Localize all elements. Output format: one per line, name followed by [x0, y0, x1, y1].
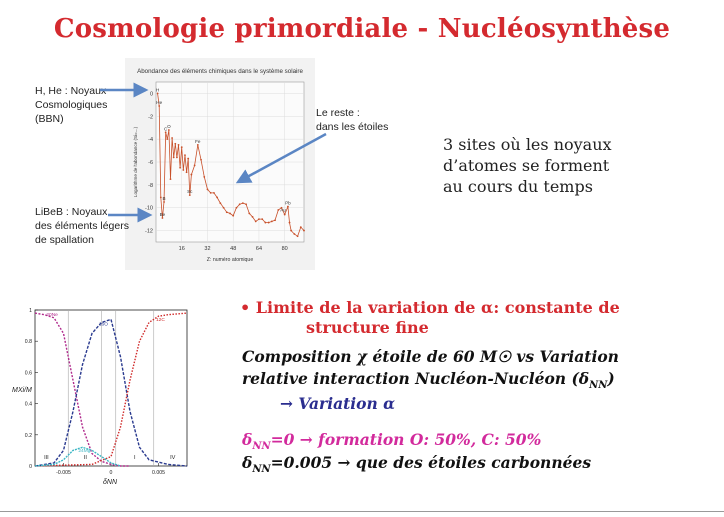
abundance-point	[245, 203, 247, 205]
abundance-y-tick-label: -4	[148, 137, 153, 144]
abundance-point	[160, 197, 162, 199]
abundance-point	[239, 203, 241, 205]
annotation-h-he-line3: (BBN)	[35, 113, 64, 125]
annotation-h-he-line2: Cosmologiques	[35, 99, 108, 111]
abundance-point	[165, 131, 167, 133]
composition-chart	[7, 300, 197, 492]
abundance-point	[178, 144, 180, 146]
composition-x-tick-label: 0	[109, 470, 113, 476]
abundance-x-tick-label: 32	[204, 246, 211, 252]
delta-line2-text: =0.005 → que des étoiles carbonnées	[270, 453, 592, 472]
composition-line2-text: relative interaction Nucléon-Nucléon (δ	[242, 369, 590, 388]
abundance-point	[219, 202, 221, 204]
abundance-point	[229, 213, 231, 215]
abundance-point-label: O	[167, 124, 171, 129]
abundance-point	[223, 207, 225, 209]
abundance-point	[187, 158, 189, 160]
delta-line2-sub: NN	[252, 464, 271, 476]
abundance-point-label: Fe	[195, 138, 201, 144]
abundance-point	[293, 233, 295, 235]
abundance-y-tick-label: -2	[148, 114, 153, 121]
delta-line1-sub: NN	[252, 441, 271, 453]
abundance-point-label: Be	[159, 212, 166, 217]
annotation-libeb-line2: des éléments légers	[35, 220, 129, 232]
abundance-point	[289, 222, 291, 224]
abundance-y-tick-label: 0	[149, 91, 153, 98]
abundance-y-axis-label: Logarithme de l'abondance (Si=...)	[133, 126, 138, 198]
abundance-point	[268, 222, 270, 224]
delta-line1	[242, 430, 541, 452]
abundance-point	[255, 221, 257, 223]
abundance-x-tick-label: 16	[178, 246, 185, 252]
annotation-libeb-line1: LiBeB : Noyaux	[35, 206, 108, 218]
composition-x-tick-label: -0.005	[56, 470, 71, 476]
abundance-point	[261, 218, 263, 220]
abundance-x-tick-label: 64	[255, 246, 263, 252]
abundance-point	[207, 189, 209, 191]
sites-line3: au cours du temps	[443, 177, 593, 196]
abundance-point-label: C	[163, 126, 168, 132]
composition-line2-end: )	[607, 369, 615, 388]
abundance-point	[174, 143, 176, 145]
abundance-point	[252, 216, 254, 218]
abundance-point	[216, 197, 218, 199]
abundance-point-label: Au	[280, 207, 286, 213]
composition-region-label: I	[133, 455, 136, 461]
composition-y-tick-label: 0.8	[24, 339, 32, 346]
bullet-line2: structure fine	[306, 318, 429, 337]
abundance-point	[300, 226, 302, 228]
composition-series-label: 12C	[155, 317, 165, 323]
abundance-point-label: H	[155, 87, 160, 93]
abundance-point	[190, 174, 192, 176]
abundance-point	[290, 230, 292, 232]
abundance-point	[158, 105, 160, 107]
abundance-point	[197, 144, 199, 146]
abundance-point	[226, 211, 228, 213]
abundance-x-axis-label: Z: numéro atomique	[206, 257, 254, 263]
annotation-h-he	[35, 84, 107, 126]
composition-series-label: 16O	[98, 322, 108, 328]
composition-series-label: 20Ne	[46, 313, 58, 319]
composition-y-axis-label: MXi/M	[12, 387, 32, 394]
abundance-y-tick-label: -10	[145, 205, 153, 212]
abundance-point	[287, 206, 289, 208]
composition-y-tick-label: 0.2	[24, 432, 32, 439]
abundance-point	[274, 219, 276, 221]
annotation-le-reste-line1: Le reste :	[316, 107, 360, 119]
bullet-alpha-limit	[240, 298, 620, 317]
delta-line2	[242, 453, 591, 475]
abundance-point	[173, 157, 175, 159]
sites-text	[443, 134, 693, 197]
abundance-point	[248, 213, 250, 215]
abundance-point	[189, 194, 191, 196]
composition-line1: Composition χ étoile de 60 M☉ vs Variation	[242, 347, 619, 366]
abundance-point	[163, 201, 165, 203]
abundance-point	[258, 218, 260, 220]
bottom-divider	[0, 511, 724, 512]
abundance-point	[166, 138, 168, 140]
abundance-point-label: He	[156, 100, 163, 105]
abundance-y-tick-label: -6	[148, 160, 153, 166]
abundance-point	[168, 129, 170, 131]
abundance-point	[210, 192, 212, 194]
composition-line2-sub: NN	[589, 380, 608, 392]
abundance-point	[200, 159, 202, 161]
composition-y-tick-label: 1	[29, 308, 32, 314]
sites-line2: d’atomes se forment	[443, 156, 610, 175]
abundance-x-tick-label: 48	[230, 246, 237, 252]
abundance-point-label: Sc	[187, 189, 193, 195]
abundance-y-tick-label: -8	[148, 182, 153, 189]
abundance-point	[203, 176, 205, 178]
abundance-x-tick-label: 80	[281, 246, 288, 252]
composition-y-tick-label: 0	[29, 464, 32, 470]
delta-line1-prefix: δ	[242, 430, 253, 449]
composition-x-axis-label: δNN	[103, 479, 117, 486]
abundance-point	[176, 157, 178, 159]
abundance-point	[232, 215, 234, 217]
abundance-point	[179, 167, 181, 169]
abundance-point	[242, 202, 244, 204]
abundance-point-label: Pb	[285, 200, 291, 206]
composition-line3: → Variation α	[280, 394, 396, 413]
composition-series-label: 24Mg	[78, 448, 91, 454]
abundance-point	[284, 214, 286, 216]
sites-line1: 3 sites où les noyaux	[443, 135, 612, 154]
abundance-point	[303, 230, 305, 232]
abundance-point	[157, 93, 159, 95]
annotation-le-reste-line2: dans les étoiles	[316, 121, 389, 133]
delta-line2-prefix: δ	[242, 453, 253, 472]
abundance-chart	[125, 58, 315, 270]
abundance-point	[182, 169, 184, 171]
annotation-libeb	[35, 205, 129, 247]
annotation-h-he-line1: H, He : Noyaux	[35, 85, 107, 97]
composition-y-tick-label: 0.4	[24, 401, 32, 408]
abundance-point	[236, 207, 238, 209]
composition-region-label: IV	[170, 455, 176, 461]
composition-region-label: II	[83, 455, 87, 461]
abundance-chart-title: Abondance des éléments chimiques dans le système solaire	[137, 68, 303, 75]
annotation-le-reste	[316, 106, 388, 134]
abundance-point	[213, 192, 215, 194]
abundance-point	[297, 235, 299, 237]
composition-x-tick-label: 0.005	[152, 470, 165, 476]
abundance-point	[181, 146, 183, 148]
slide-title: Cosmologie primordiale - Nucléosynthèse	[53, 14, 671, 44]
abundance-point	[171, 137, 173, 139]
abundance-point	[277, 209, 279, 211]
composition-chart-background	[7, 300, 197, 492]
abundance-point	[162, 217, 164, 219]
annotation-libeb-line3: de spallation	[35, 234, 94, 246]
abundance-point	[170, 178, 172, 180]
abundance-point	[186, 171, 188, 173]
abundance-y-tick-label: -12	[145, 228, 153, 235]
bullet-line1: Limite de la variation de α: constante de	[255, 298, 620, 317]
abundance-point	[194, 165, 196, 167]
delta-line1-text: =0 → formation O: 50%, C: 50%	[270, 430, 542, 449]
composition-line2	[242, 369, 615, 391]
composition-region-label: III	[44, 455, 49, 461]
composition-y-tick-label: 0.6	[24, 370, 32, 377]
abundance-point	[264, 222, 266, 224]
bullet-dot: •	[240, 298, 256, 317]
abundance-point	[271, 221, 273, 223]
abundance-point	[184, 154, 186, 156]
abundance-point-label: B	[162, 196, 166, 201]
